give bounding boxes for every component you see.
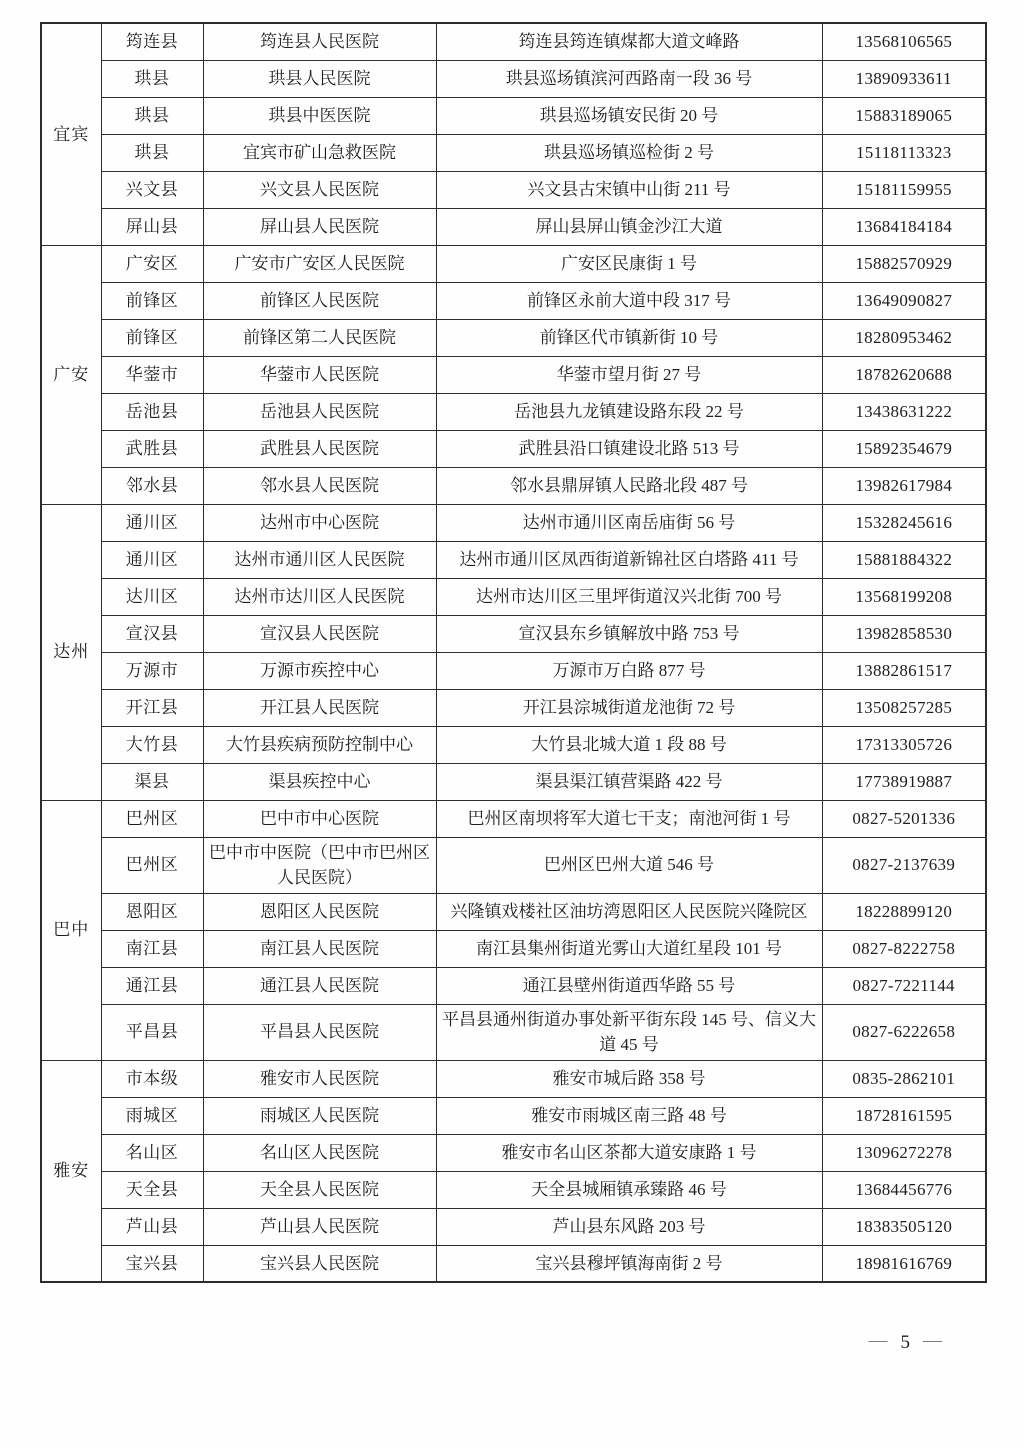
phone-cell: 13684456776 [822,1171,986,1208]
phone-cell: 13649090827 [822,282,986,319]
facility-cell: 南江县人民医院 [203,930,436,967]
county-cell: 华蓥市 [101,356,203,393]
county-cell: 岳池县 [101,393,203,430]
table-row [41,393,986,430]
county-cell: 前锋区 [101,319,203,356]
facility-cell: 巴中市中心医院 [203,800,436,837]
city-cell: 巴中 [41,800,101,1060]
footer-right-dash: — [923,1330,942,1351]
table-row [41,893,986,930]
phone-cell: 0827-7221144 [822,967,986,1004]
address-cell: 达州市通川区南岳庙街 56 号 [436,504,822,541]
phone-cell: 15881884322 [822,541,986,578]
phone-cell: 13096272278 [822,1134,986,1171]
table-row [41,282,986,319]
county-cell: 武胜县 [101,430,203,467]
phone-cell: 15883189065 [822,97,986,134]
county-cell: 南江县 [101,930,203,967]
county-cell: 达川区 [101,578,203,615]
phone-cell: 13568199208 [822,578,986,615]
facility-cell: 岳池县人民医院 [203,393,436,430]
address-cell: 平昌县通州街道办事处新平街东段 145 号、信义大道 45 号 [436,1004,822,1060]
phone-cell: 13882861517 [822,652,986,689]
address-cell: 芦山县东风路 203 号 [436,1208,822,1245]
address-cell: 华蓥市望月街 27 号 [436,356,822,393]
phone-cell: 0827-8222758 [822,930,986,967]
county-cell: 珙县 [101,97,203,134]
phone-cell: 13982858530 [822,615,986,652]
county-cell: 屏山县 [101,208,203,245]
county-cell: 开江县 [101,689,203,726]
page-footer [869,1332,943,1354]
table-row [41,208,986,245]
county-cell: 宣汉县 [101,615,203,652]
county-cell: 珙县 [101,134,203,171]
facility-cell: 武胜县人民医院 [203,430,436,467]
facility-cell: 宣汉县人民医院 [203,615,436,652]
county-cell: 渠县 [101,763,203,800]
facility-cell: 雨城区人民医院 [203,1097,436,1134]
address-cell: 广安区民康街 1 号 [436,245,822,282]
county-cell: 芦山县 [101,1208,203,1245]
table-row [41,319,986,356]
table-row [41,967,986,1004]
table-row [41,134,986,171]
address-cell: 武胜县沿口镇建设北路 513 号 [436,430,822,467]
facility-cell: 渠县疾控中心 [203,763,436,800]
address-cell: 前锋区永前大道中段 317 号 [436,282,822,319]
city-cell: 广安 [41,245,101,504]
county-cell: 市本级 [101,1060,203,1097]
county-cell: 平昌县 [101,1004,203,1060]
phone-cell: 18782620688 [822,356,986,393]
facility-cell: 华蓥市人民医院 [203,356,436,393]
table-row [41,504,986,541]
table-row [41,1171,986,1208]
facility-cell: 达州市中心医院 [203,504,436,541]
county-cell: 通江县 [101,967,203,1004]
address-cell: 渠县渠江镇营渠路 422 号 [436,763,822,800]
phone-cell: 13982617984 [822,467,986,504]
table-row [41,1004,986,1060]
facility-cell: 宜宾市矿山急救医院 [203,134,436,171]
table-row [41,541,986,578]
county-cell: 广安区 [101,245,203,282]
county-cell: 兴文县 [101,171,203,208]
county-cell: 名山区 [101,1134,203,1171]
facility-cell: 天全县人民医院 [203,1171,436,1208]
facility-cell: 雅安市人民医院 [203,1060,436,1097]
table-row [41,97,986,134]
table-row [41,1245,986,1282]
address-cell: 前锋区代市镇新街 10 号 [436,319,822,356]
phone-cell: 13568106565 [822,23,986,60]
phone-cell: 17313305726 [822,726,986,763]
address-cell: 屏山县屏山镇金沙江大道 [436,208,822,245]
address-cell: 宣汉县东乡镇解放中路 753 号 [436,615,822,652]
city-cell: 宜宾 [41,23,101,245]
city-cell: 达州 [41,504,101,800]
address-cell: 珙县巡场镇巡检街 2 号 [436,134,822,171]
facility-cell: 巴中市中医院（巴中市巴州区人民医院） [203,837,436,893]
table-row [41,356,986,393]
phone-cell: 18981616769 [822,1245,986,1282]
county-cell: 雨城区 [101,1097,203,1134]
address-cell: 巴州区南坝将军大道七干支；南池河街 1 号 [436,800,822,837]
phone-cell: 15328245616 [822,504,986,541]
hospital-directory-table [40,22,987,1283]
county-cell: 恩阳区 [101,893,203,930]
address-cell: 兴隆镇戏楼社区油坊湾恩阳区人民医院兴隆院区 [436,893,822,930]
county-cell: 巴州区 [101,800,203,837]
facility-cell: 名山区人民医院 [203,1134,436,1171]
table-row [41,578,986,615]
facility-cell: 珙县中医医院 [203,97,436,134]
table-row [41,689,986,726]
county-cell: 天全县 [101,1171,203,1208]
phone-cell: 13890933611 [822,60,986,97]
phone-cell: 13508257285 [822,689,986,726]
footer-left-dash: — [868,1330,888,1351]
address-cell: 达州市达川区三里坪街道汉兴北街 700 号 [436,578,822,615]
address-cell: 开江县淙城街道龙池街 72 号 [436,689,822,726]
table-row [41,763,986,800]
facility-cell: 平昌县人民医院 [203,1004,436,1060]
facility-cell: 万源市疾控中心 [203,652,436,689]
table-row [41,467,986,504]
address-cell: 雅安市名山区茶都大道安康路 1 号 [436,1134,822,1171]
table-row [41,60,986,97]
table-row [41,1134,986,1171]
county-cell: 通川区 [101,541,203,578]
table-row [41,171,986,208]
address-cell: 雅安市城后路 358 号 [436,1060,822,1097]
address-cell: 雅安市雨城区南三路 48 号 [436,1097,822,1134]
table-row [41,652,986,689]
address-cell: 巴州区巴州大道 546 号 [436,837,822,893]
table-row [41,800,986,837]
address-cell: 通江县壁州街道西华路 55 号 [436,967,822,1004]
table-row [41,1060,986,1097]
hospital-table-body [41,23,986,1282]
county-cell: 珙县 [101,60,203,97]
phone-cell: 15882570929 [822,245,986,282]
facility-cell: 芦山县人民医院 [203,1208,436,1245]
address-cell: 珙县巡场镇滨河西路南一段 36 号 [436,60,822,97]
phone-cell: 0827-6222658 [822,1004,986,1060]
table-row [41,726,986,763]
table-row [41,23,986,60]
county-cell: 通川区 [101,504,203,541]
address-cell: 万源市万白路 877 号 [436,652,822,689]
address-cell: 兴文县古宋镇中山街 211 号 [436,171,822,208]
phone-cell: 15181159955 [822,171,986,208]
facility-cell: 邻水县人民医院 [203,467,436,504]
phone-cell: 18383505120 [822,1208,986,1245]
phone-cell: 0835-2862101 [822,1060,986,1097]
address-cell: 宝兴县穆坪镇海南街 2 号 [436,1245,822,1282]
facility-cell: 珙县人民医院 [203,60,436,97]
address-cell: 天全县城厢镇承臻路 46 号 [436,1171,822,1208]
table-row [41,930,986,967]
table-row [41,615,986,652]
table-row [41,837,986,893]
facility-cell: 广安市广安区人民医院 [203,245,436,282]
county-cell: 前锋区 [101,282,203,319]
phone-cell: 13684184184 [822,208,986,245]
county-cell: 筠连县 [101,23,203,60]
facility-cell: 通江县人民医院 [203,967,436,1004]
address-cell: 筠连县筠连镇煤都大道文峰路 [436,23,822,60]
facility-cell: 达州市达川区人民医院 [203,578,436,615]
facility-cell: 屏山县人民医院 [203,208,436,245]
facility-cell: 兴文县人民医院 [203,171,436,208]
facility-cell: 筠连县人民医院 [203,23,436,60]
facility-cell: 前锋区第二人民医院 [203,319,436,356]
facility-cell: 大竹县疾病预防控制中心 [203,726,436,763]
phone-cell: 15118113323 [822,134,986,171]
phone-cell: 15892354679 [822,430,986,467]
facility-cell: 宝兴县人民医院 [203,1245,436,1282]
address-cell: 达州市通川区凤西街道新锦社区白塔路 411 号 [436,541,822,578]
facility-cell: 开江县人民医院 [203,689,436,726]
phone-cell: 17738919887 [822,763,986,800]
table-row [41,1208,986,1245]
phone-cell: 18228899120 [822,893,986,930]
address-cell: 大竹县北城大道 1 段 88 号 [436,726,822,763]
facility-cell: 达州市通川区人民医院 [203,541,436,578]
county-cell: 邻水县 [101,467,203,504]
county-cell: 大竹县 [101,726,203,763]
address-cell: 南江县集州街道光雾山大道红星段 101 号 [436,930,822,967]
phone-cell: 0827-2137639 [822,837,986,893]
address-cell: 珙县巡场镇安民街 20 号 [436,97,822,134]
facility-cell: 前锋区人民医院 [203,282,436,319]
address-cell: 邻水县鼎屏镇人民路北段 487 号 [436,467,822,504]
table-row [41,1097,986,1134]
address-cell: 岳池县九龙镇建设路东段 22 号 [436,393,822,430]
phone-cell: 13438631222 [822,393,986,430]
facility-cell: 恩阳区人民医院 [203,893,436,930]
county-cell: 宝兴县 [101,1245,203,1282]
table-row [41,245,986,282]
city-cell: 雅安 [41,1060,101,1282]
phone-cell: 0827-5201336 [822,800,986,837]
table-row [41,430,986,467]
county-cell: 万源市 [101,652,203,689]
county-cell: 巴州区 [101,837,203,893]
phone-cell: 18728161595 [822,1097,986,1134]
phone-cell: 18280953462 [822,319,986,356]
page-number: 5 [900,1332,910,1353]
